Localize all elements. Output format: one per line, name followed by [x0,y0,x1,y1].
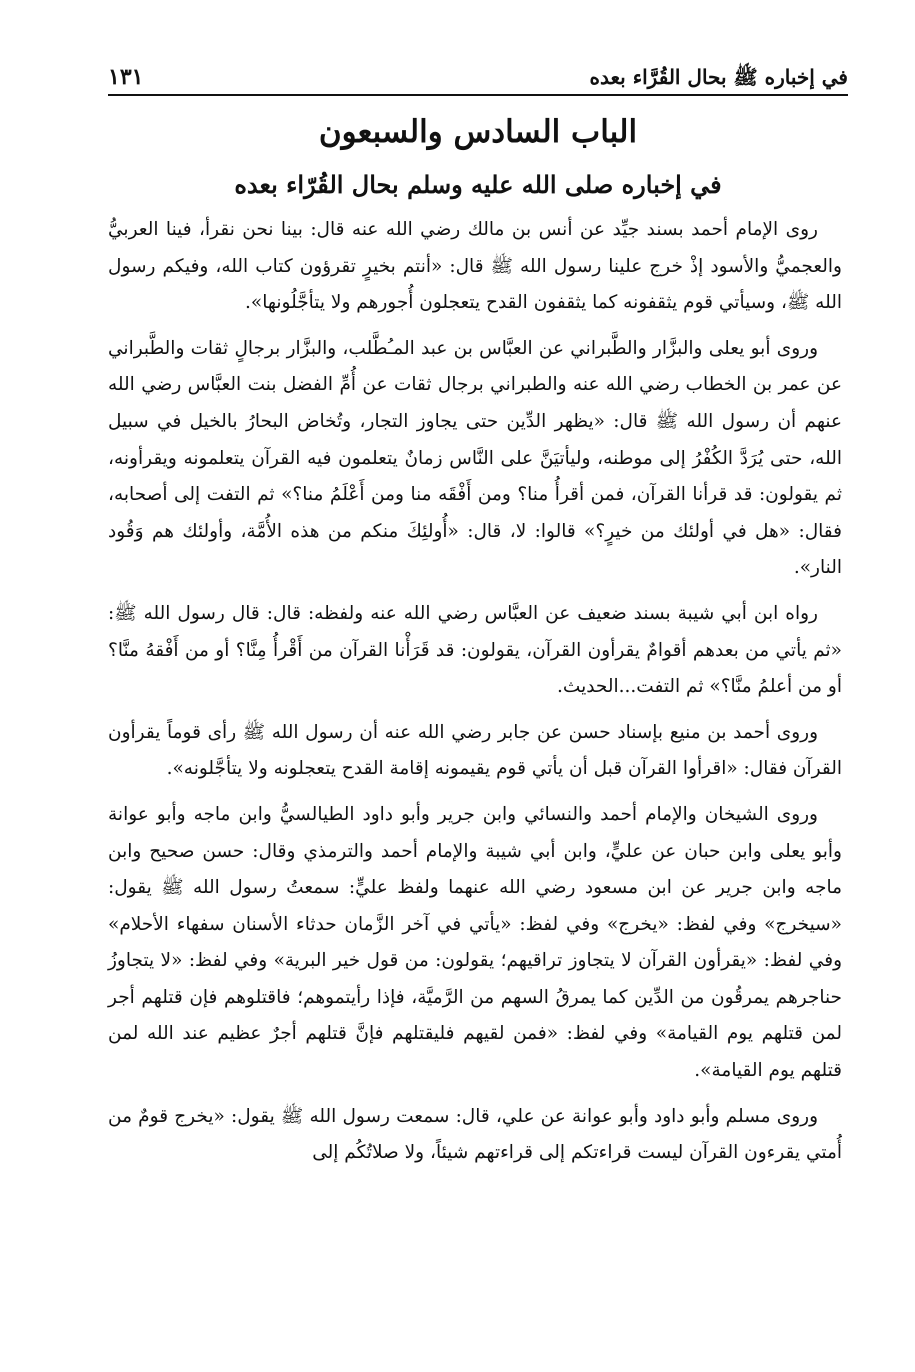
paragraph: وروى أحمد بن منيع بإسناد حسن عن جابر رضي الله عنه أن رسول الله ﷺ رأى قوماً يقرأون القرآن فقال: «اقرأوا القرآن قبل أن يأتي قوم يقيمونه إقامة القدح يتعجلونه ولا يتأجَّلونه». [108,721,842,780]
chapter-title: الباب السادس والسبعون [318,114,638,150]
page-header [108,50,848,90]
paragraph: روى الإمام أحمد بسند جيِّد عن أنس بن مالك رضي الله عنه قال: بينا نحن نقرأ، فينا العربيُّ والعجميُّ والأسود إذْ خرج علينا رسول الله ﷺ قال: «أنتم بخيرٍ تقرؤون كتاب الله، وفيكم رسول الله ﷺ، وسيأتي قوم يثقفونه كما يثقفون القدح يتعجلون أُجورهم ولا يتأجَّلُونها». [108,219,842,314]
body-text [108,212,842,1181]
paragraph: وروى الشيخان والإمام أحمد والنسائي وابن جرير وأبو داود الطيالسيُّ وابن ماجه وأبو عوانة وأبو يعلى وابن حبان عن عليٍّ، وابن أبي شيبة والإمام أحمد والترمذي وقال: حسن صحيح وابن ماجه وابن جرير عن ابن مسعود رضي الله عنهما ولفظ عليٍّ: سمعتُ رسول الله ﷺ يقول: «سيخرج» وفي لفظ: «يخرج» وفي لفظ: «يأتي في آخر الزَّمان حدثاء الأسنان سفهاء الأحلام» وفي لفظ: «يقرأون القرآن لا يتجاوز تراقيهم؛ يقولون: من قول خير البرية» وفي لفظ: «لا يتجاوزُ حناجرهم يمرقُون من الدِّين كما يمرقُ السهم من الرَّميَّة، فإذا رأيتموهم؛ فاقتلوهم فإن قتلهم أجر لمن قتلهم يوم القيامة» وفي لفظ: «فمن لقيهم فليقتلهم فإنَّ قتلهم أجرٌ عظيم عند الله لمن قتلهم يوم القيامة». [108,803,842,1082]
chapter-subtitle: في إخباره صلى الله عليه وسلم بحال القُرّاء بعده [234,170,722,199]
running-title: في إخباره ﷺ بحال القُرَّاء بعده [589,65,848,89]
page-number: ١٣١ [108,64,144,90]
paragraph: وروى أبو يعلى والبزَّار والطَّبراني عن العبَّاس بن عبد المـُطَّلب، والبزَّار برجالٍ ثقات والطَّبراني عن عمر بن الخطاب رضي الله عنه والطبراني برجال ثقات عن أُمِّ الفضل بنت العبَّاس رضي الله عنهم أن رسول الله ﷺ قال: «يظهر الدِّين حتى يجاوز التجار، وتُخاض البحارُ بالخيل في سبيل الله، حتى يُرَدَّ الكُفْرُ إلى موطنه، وليأتيَنَّ على النَّاس زمانٌ يتعلمون فيه القرآن يتعلمونه ويقرأونه، ثم يقولون: قد قرأنا القرآن، فمن أقرأُ منا؟ ومن أَفْقَه منا ومن أَعْلَمُ منا؟» ثم التفت إلى أصحابه، فقال: «هل في أولئك من خيرٍ؟» قالوا: لا، قال: «أُولئِكَ منكم من هذه الأُمَّة، وأولئك هم وَقُود النار». [108,337,842,579]
paragraph: رواه ابن أبي شيبة بسند ضعيف عن العبَّاس رضي الله عنه ولفظه: قال: قال رسول الله ﷺ: «ثم يأتي من بعدهم أقوامٌ يقرأون القرآن، يقولون: قد قَرَأْنا القرآن من أَقْرأُ مِنَّا؟ أو من أَفْقهُ منَّا؟ أو من أعلمُ منَّا؟» ثم التفت...الحديث. [108,602,842,698]
paragraph: وروى مسلم وأبو داود وأبو عوانة عن علي، قال: سمعت رسول الله ﷺ يقول: «يخرج قومٌ من أُمتي يقرءون القرآن ليست قراءتكم إلى قراءتهم شيئاً، ولا صلاتُكُم إلى [108,1105,842,1164]
header-rule [108,94,848,96]
